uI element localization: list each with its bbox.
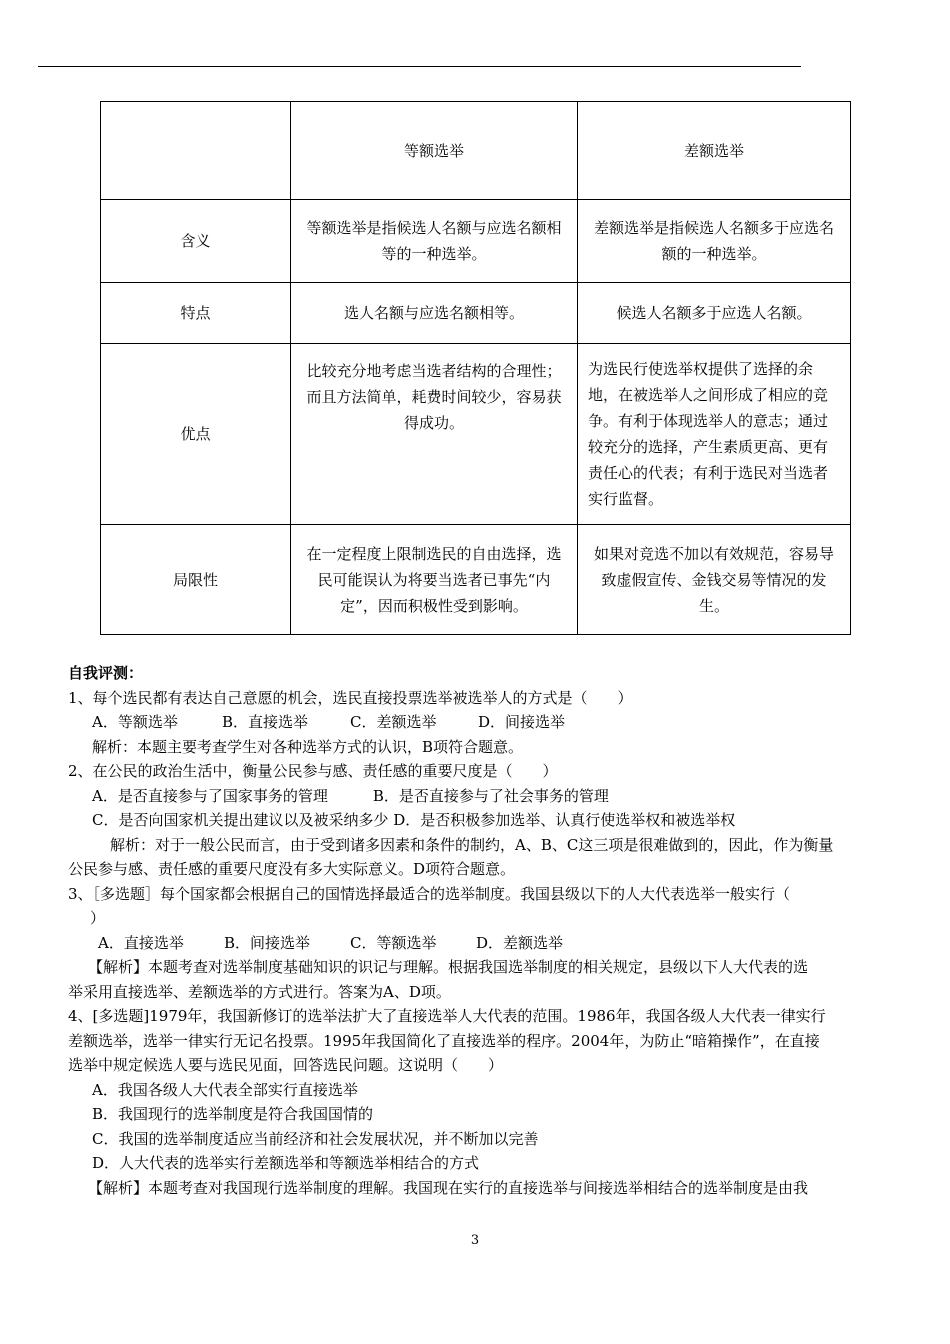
- row-label: 特点: [101, 283, 291, 344]
- option: D．间接选举: [478, 713, 566, 731]
- section-heading: 自我评测：: [68, 664, 144, 682]
- q4-option: D．人大代表的选举实行差额选举和等额选举相结合的方式: [92, 1154, 480, 1172]
- cell-equal: 比较充分地考虑当选者结构的合理性；而且方法简单，耗费时间较少，容易获得成功。: [291, 344, 578, 525]
- option: C．等额选举: [350, 933, 437, 952]
- table-row: [101, 283, 851, 344]
- cell-diff: 候选人名额多于应选人名额。: [578, 283, 851, 344]
- q4-option: B．我国现行的选举制度是符合我国国情的: [92, 1105, 374, 1123]
- q2-options-ab: A．是否直接参与了国家事务的管理 B．是否直接参与了社会事务的管理: [92, 786, 609, 805]
- q4-stem-1: 4、[多选题]1979年，我国新修订的选举法扩大了直接选举人大代表的范围。1986年，我国各级人大代表一律实行: [68, 1007, 826, 1025]
- q2-stem: 2、在公民的政治生活中，衡量公民参与感、责任感的重要尺度是（ ）: [68, 762, 558, 780]
- comparison-table: [100, 101, 851, 635]
- row-label: 含义: [101, 200, 291, 283]
- option: C．差额选举: [350, 713, 437, 731]
- q3-analysis-2: 举采用直接选举、差额选举的方式进行。答案为A、D项。: [68, 982, 451, 1001]
- table-row: [101, 344, 851, 525]
- option: A．等额选举: [92, 713, 178, 731]
- cell-equal: 选人名额与应选名额相等。: [291, 283, 578, 344]
- q4-option: A．我国各级人大代表全部实行直接选举: [92, 1080, 358, 1099]
- self-test-section: [68, 661, 888, 1200]
- option: B．直接选举: [222, 713, 309, 731]
- cell-diff: 如果对竞选不加以有效规范，容易导致虚假宣传、金钱交易等情况的发生。: [578, 525, 851, 635]
- cell-diff: 差额选举是指候选人名额多于应选名额的一种选举。: [578, 200, 851, 283]
- q2-analysis-2: 公民参与感、责任感的重要尺度没有多大实际意义。D项符合题意。: [68, 860, 516, 878]
- table-row: [101, 525, 851, 635]
- q4-stem-2: 差额选举，选举一律实行无记名投票。1995年我国简化了直接选举的程序。2004年，为防止“暗箱操作”，在直接: [68, 1031, 820, 1050]
- q1-analysis: 解析：本题主要考查学生对各种选举方式的认识，B项符合题意。: [92, 737, 524, 756]
- table-header-cell: 差额选举: [578, 102, 851, 200]
- q1-stem: 1、每个选民都有表达自己意愿的机会，选民直接投票选举被选举人的方式是（ ）: [68, 688, 633, 707]
- table-header-cell: [101, 102, 291, 200]
- option: D．差额选举: [476, 933, 564, 952]
- header-rule: [38, 66, 801, 67]
- cell-diff: 为选民行使选举权提供了选择的余地，在被选举人之间形成了相应的竞争。有利于体现选举人的意志；通过较充分的选择，产生素质更高、更有责任心的代表；有利于选民对当选者实行监督。: [578, 344, 851, 525]
- option: B．间接选举: [224, 933, 311, 952]
- q4-option: C．我国的选举制度适应当前经济和社会发展状况，并不断加以完善: [92, 1129, 539, 1148]
- cell-equal: 在一定程度上限制选民的自由选择，选民可能误认为将要当选者已事先“内定”，因而积极性受到影响。: [291, 525, 578, 635]
- q2-options-cd: C．是否向国家机关提出建议以及被采纳多少 D．是否积极参加选举、认真行使选举权和被选举权: [92, 811, 736, 829]
- q1-options: [68, 710, 888, 735]
- q3-analysis-1: 【解析】本题考查对选举制度基础知识的识记与理解。根据我国选举制度的相关规定，县级以下人大代表的选: [88, 958, 809, 976]
- page-number: 3: [470, 1233, 480, 1248]
- option: A．直接选举: [98, 933, 184, 952]
- table-header-cell: 等额选举: [291, 102, 578, 200]
- table-row: [101, 200, 851, 283]
- cell-equal: 等额选举是指候选人名额与应选名额相等的一种选举。: [291, 200, 578, 283]
- q3-stem-2: ）: [90, 909, 106, 927]
- q4-stem-3: 选举中规定候选人要与选民见面，回答选民问题。这说明（ ）: [68, 1056, 504, 1074]
- q2-analysis-1: 解析：对于一般公民而言，由于受到诸多因素和条件的制约，A、B、C这三项是很难做到的，因此，作为衡量: [110, 835, 834, 854]
- row-label: 局限性: [101, 525, 291, 635]
- row-label: 优点: [101, 344, 291, 525]
- q3-options: [68, 931, 888, 956]
- q4-analysis-1: 【解析】本题考查对我国现行选举制度的理解。我国现在实行的直接选举与间接选举相结合的选举制度是由我: [88, 1178, 809, 1197]
- table-header-row: [101, 102, 851, 200]
- q3-stem-1: 3、［多选题］每个国家都会根据自己的国情选择最适合的选举制度。我国县级以下的人大代表选举一般实行（: [68, 884, 791, 903]
